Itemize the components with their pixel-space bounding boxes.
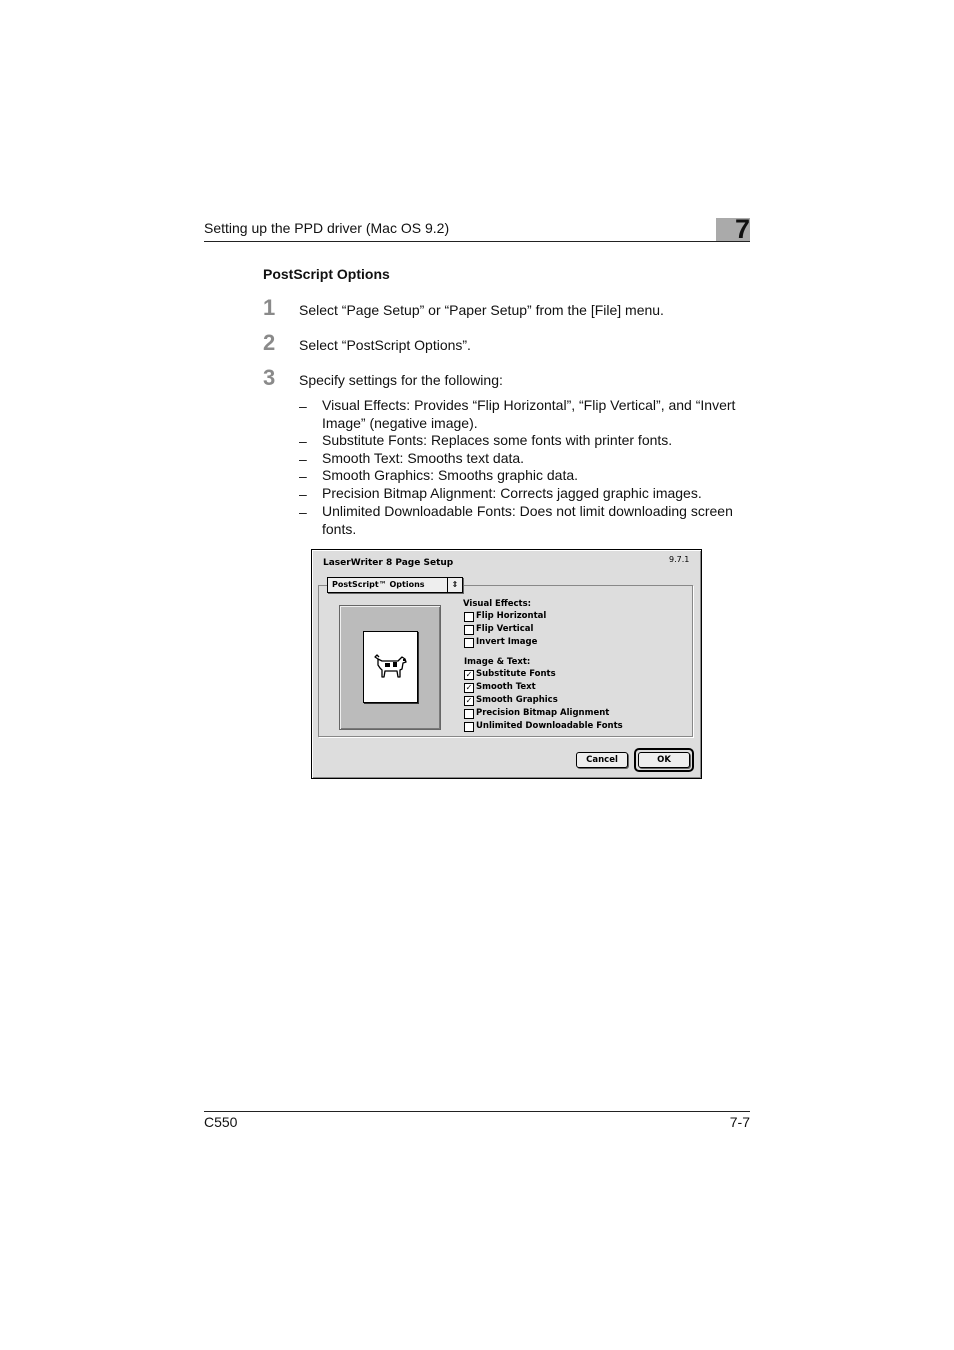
- ok-button[interactable]: OK: [638, 752, 690, 768]
- smooth-graphics-checkbox[interactable]: ✓: [465, 696, 473, 705]
- step-3-text: Specify settings for the following:: [299, 372, 503, 388]
- smooth-text-label: Smooth Text: [476, 682, 536, 692]
- footer-model: C550: [204, 1114, 238, 1130]
- options-popup-menu[interactable]: [327, 577, 463, 593]
- smooth-text-checkbox[interactable]: ✓: [465, 683, 473, 692]
- header-rule: [204, 241, 750, 242]
- page-setup-dialog: [311, 549, 702, 779]
- bullet-dash: –: [299, 451, 307, 467]
- precision-bitmap-label: Precision Bitmap Alignment: [476, 708, 610, 718]
- substitute-fonts-label: Substitute Fonts: [476, 669, 556, 679]
- flip-horizontal-checkbox[interactable]: [464, 612, 474, 622]
- bullet-dash: –: [299, 486, 307, 502]
- step-1-number: 1: [263, 295, 276, 320]
- step-1-text: Select “Page Setup” or “Paper Setup” from the [File] menu.: [299, 302, 664, 318]
- section-title: PostScript Options: [263, 266, 390, 282]
- footer-rule: [204, 1111, 750, 1112]
- dialog-title: LaserWriter 8 Page Setup: [323, 558, 454, 568]
- step-2-number: 2: [263, 330, 276, 355]
- bullet-dash: –: [299, 433, 307, 449]
- bullet-dash: –: [299, 504, 307, 520]
- footer-page-number: 7-7: [729, 1114, 750, 1130]
- visual-effects-label: Visual Effects:: [463, 599, 532, 609]
- preview-paper: [363, 631, 418, 703]
- running-header-title: Setting up the PPD driver (Mac OS 9.2): [204, 220, 450, 236]
- bullet-dash: –: [299, 398, 307, 414]
- bullet-smooth-graphics: Smooth Graphics: Smooths graphic data.: [322, 467, 579, 483]
- dogcow-icon: [372, 649, 410, 683]
- bullet-precision-bitmap: Precision Bitmap Alignment: Corrects jagged graphic images.: [322, 485, 702, 501]
- invert-image-checkbox[interactable]: [464, 638, 474, 648]
- invert-image-label: Invert Image: [476, 637, 538, 647]
- precision-bitmap-checkbox[interactable]: [464, 709, 474, 719]
- flip-vertical-label: Flip Vertical: [476, 624, 534, 634]
- smooth-graphics-label: Smooth Graphics: [476, 695, 558, 705]
- flip-horizontal-label: Flip Horizontal: [476, 611, 547, 621]
- bullet-visual-effects: Visual Effects: Provides “Flip Horizontal”, “Flip Vertical”, and “Invert Image” (negative image).: [322, 397, 736, 431]
- unlimited-fonts-checkbox[interactable]: [464, 722, 474, 732]
- bullet-unlimited-fonts: Unlimited Downloadable Fonts: Does not limit downloading screen fonts.: [322, 503, 733, 537]
- bullet-dash: –: [299, 468, 307, 484]
- substitute-fonts-checkbox[interactable]: ✓: [465, 670, 473, 679]
- unlimited-fonts-label: Unlimited Downloadable Fonts: [476, 721, 623, 731]
- updown-arrows-icon: ⇕: [447, 578, 462, 592]
- step-2-text: Select “PostScript Options”.: [299, 337, 471, 353]
- image-text-label: Image & Text:: [464, 657, 531, 667]
- flip-vertical-checkbox[interactable]: [464, 625, 474, 635]
- cancel-button[interactable]: Cancel: [576, 752, 628, 768]
- step-3-number: 3: [263, 365, 276, 390]
- dialog-version: 9.7.1: [669, 555, 690, 564]
- page-preview: [339, 605, 441, 730]
- bullet-substitute-fonts: Substitute Fonts: Replaces some fonts with printer fonts.: [322, 432, 673, 448]
- popup-selected-label: PostScript™ Options: [332, 580, 425, 589]
- chapter-number: 7: [734, 214, 750, 244]
- bullet-smooth-text: Smooth Text: Smooths text data.: [322, 450, 525, 466]
